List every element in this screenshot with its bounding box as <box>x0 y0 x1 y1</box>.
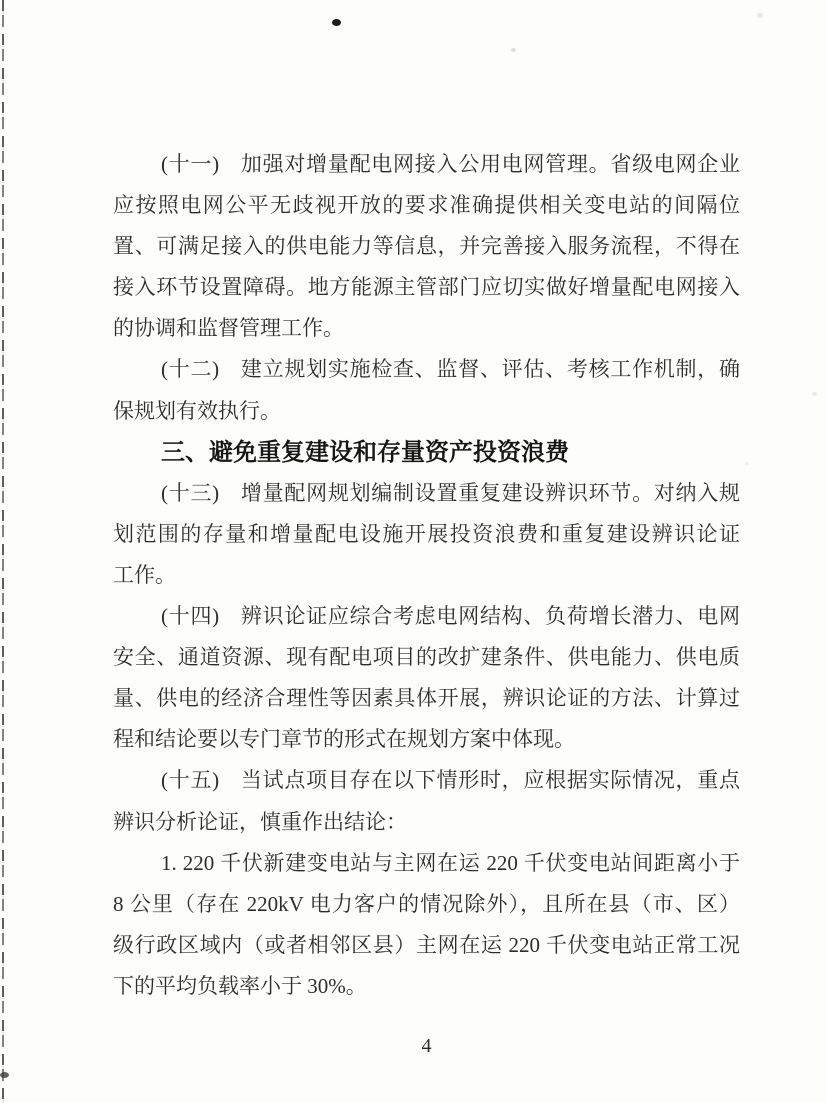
paragraph <box>113 144 740 349</box>
scan-edge-artifact <box>2 0 4 1103</box>
text-line: 下的平均负载率小于 30%。 <box>113 973 367 998</box>
page-number: 4 <box>421 1035 432 1057</box>
paragraph <box>113 596 740 760</box>
scan-edge-artifact-bottom <box>0 1072 9 1078</box>
text-line: 接入环节设置障碍。地方能源主管部门应切实做好增量配电网接入 <box>113 275 740 300</box>
text-line: 工作。 <box>113 562 176 587</box>
text-line: 划范围的存量和增量配电设施开展投资浪费和重复建设辨识论证 <box>113 521 740 546</box>
text-line: 安全、通道资源、现有配电项目的改扩建条件、供电能力、供电质 <box>113 645 740 670</box>
text-line: 的协调和监督管理工作。 <box>113 316 344 341</box>
text-line: 量、供电的经济合理性等因素具体开展，辨识论证的方法、计算过 <box>113 686 740 711</box>
paragraph <box>113 760 740 842</box>
text-line: 程和结论要以专门章节的形式在规划方案中体现。 <box>113 727 575 752</box>
paragraph <box>113 473 740 596</box>
ink-speck <box>757 13 763 18</box>
text-line: 8 公里（存在 220kV 电力客户的情况除外），且所在县（市、区） <box>113 891 740 916</box>
text-line: (十三) 增量配网规划编制设置重复建设辨识环节。对纳入规 <box>161 480 740 505</box>
text-line: (十二) 建立规划实施检查、监督、评估、考核工作机制，确 <box>161 357 740 382</box>
text-line: 置、可满足接入的供电能力等信息，并完善接入服务流程，不得在 <box>113 234 740 259</box>
ink-speck <box>511 48 516 52</box>
text-line: 辨识分析论证，慎重作出结论： <box>113 809 407 834</box>
heading-line: 三、避免重复建设和存量资产投资浪费 <box>161 438 569 466</box>
text-block <box>113 144 740 1007</box>
paragraph <box>113 349 740 431</box>
text-line: (十四) 辨识论证应综合考虑电网结构、负荷增长潜力、电网 <box>161 604 740 629</box>
text-line: 应按照电网公平无歧视开放的要求准确提供相关变电站的间隔位 <box>113 193 740 218</box>
ink-speck <box>745 462 749 465</box>
text-line: (十一) 加强对增量配电网接入公用电网管理。省级电网企业 <box>161 152 740 176</box>
text-line: 保规划有效执行。 <box>113 398 281 423</box>
ink-speck <box>812 392 817 396</box>
text-line: 级行政区域内（或者相邻区县）主网在运 220 千伏变电站正常工况 <box>113 932 740 957</box>
ink-speck <box>332 19 341 26</box>
paragraph <box>113 843 740 1007</box>
text-line: 1. 220 千伏新建变电站与主网在运 220 千伏变电站间距离小于 <box>161 850 740 875</box>
section-heading <box>113 432 740 473</box>
text-line: (十五) 当试点项目存在以下情形时，应根据实际情况，重点 <box>161 768 740 793</box>
